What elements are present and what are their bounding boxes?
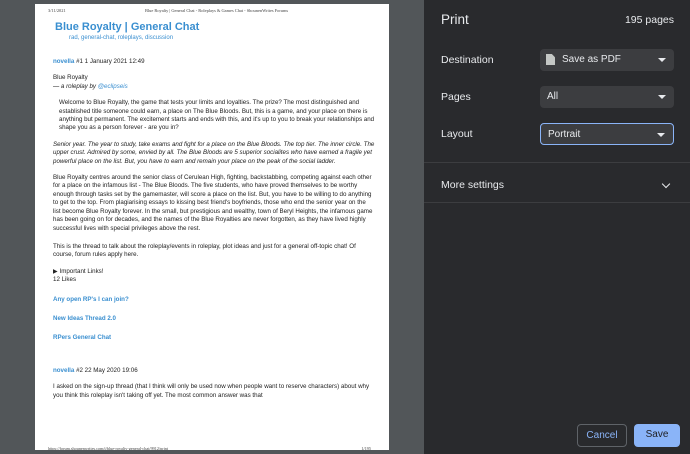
chevron-down-icon[interactable] (662, 180, 670, 188)
post1-italic: Senior year. The year to study, take exams and fight for a place on the Blue Bloods. The top tier. The inner circle. The upper crust. Admired by some, envied by all. The Blue Bloods are 5 superior socialites who have earned a fragile yet powerful place on the list. But, you have to earn and remain your place on the peak of the social ladder. (53, 140, 375, 165)
print-settings-panel (424, 0, 690, 454)
topic-tags: rad, general-chat, roleplays, discussion (69, 35, 174, 41)
divider (424, 202, 690, 203)
page-content (53, 20, 375, 400)
post1-line2 (53, 83, 375, 91)
footer-page: 1/195 (361, 446, 371, 450)
destination-value: Save as PDF (562, 54, 621, 65)
pages-select[interactable] (540, 86, 674, 108)
post1-likes: 12 Likes (53, 276, 77, 284)
post2-header (53, 367, 375, 375)
important-links: ▶ Important Links! (53, 267, 104, 275)
destination-label: Destination (441, 54, 494, 66)
layout-value: Portrait (548, 129, 581, 140)
topic-title: Blue Royalty | General Chat (55, 21, 200, 33)
post1-thread: This is the thread to talk about the roleplay/events in roleplay, plot ideas and just for a general off-topic chat! Of course, forum rules apply here. (53, 242, 356, 259)
post1-user: novella (53, 58, 75, 65)
chevron-down-icon (657, 133, 665, 137)
footer-url: https://forum.shounenwrites.com/t/blue-royalty-general-chat/9912/print (48, 446, 169, 450)
chevron-down-icon (658, 95, 666, 99)
save-button[interactable]: Save (634, 424, 680, 447)
post1-meta: #1 1 January 2021 12:49 (76, 58, 145, 65)
destination-select[interactable] (540, 49, 674, 71)
print-title: Print (441, 12, 469, 27)
layout-select[interactable] (540, 123, 674, 145)
page-count: 195 pages (624, 14, 674, 26)
chevron-down-icon (658, 58, 666, 62)
post2-meta: #2 22 May 2020 19:06 (76, 366, 138, 374)
post1-line1: Blue Royalty (53, 74, 88, 82)
related-link-2: New Ideas Thread 2.0 (53, 314, 116, 322)
post1-byline: — a roleplay by (53, 82, 98, 90)
post2-body: I asked on the sign-up thread (that I think will only be used now when people want to reserve characters) about why you think this roleplay isn't taking off yet. The most common answer was that (53, 383, 370, 399)
post2-user: novella (53, 366, 75, 374)
cancel-button[interactable]: Cancel (577, 424, 627, 447)
more-settings[interactable]: More settings (441, 179, 505, 191)
header-date: 3/11/2021 (48, 8, 66, 13)
header-title: Blue Royalty | General Chat - Roleplays & Games Chat - ShounenWrites Forums (145, 8, 289, 13)
post1-body: Blue Royalty centres around the senior class of Cerulean High, fighting, backstabbing, competing against each other for a place on the infamous list - The Blue Bloods. The five students, who have proved themselves to be worthy enough through tasks set by the gamemaster, will score a place on the list. But, you have to be willing to do anything to get to the top. From plagiarising essays to kissing best friend's boyfriends, those who end the senior year on the list become Blue Royalty forever. In the small, but prestigious and wealthy, town of Beryl Heights, the infamous game has been going on for decades, and the names of the Blue Royalties are never forgotten, as they have lived highly successful lives with special privileges above the rest. (53, 174, 373, 232)
layout-label: Layout (441, 128, 473, 140)
related-link-1: Any open RP's I can join? (53, 295, 129, 303)
document-icon (546, 54, 555, 65)
preview-page (35, 4, 389, 450)
author-mention: @eclipseis (97, 82, 128, 90)
divider (424, 162, 690, 163)
pages-value: All (547, 91, 559, 102)
related-link-3: RPers General Chat (53, 334, 112, 342)
post1-header (53, 58, 375, 66)
post1-intro: Welcome to Blue Royalty, the game that tests your limits and loyalties. The prize? The most distinguished and established title someone could earn, a place on The Blue Bloods. But, this is a game, and your place on there is anything but permanent. The excitement starts and ends with this, and it's up to you to break your relationships and shape you as a person forever - are you in? (59, 99, 375, 132)
pages-label: Pages (441, 91, 471, 103)
